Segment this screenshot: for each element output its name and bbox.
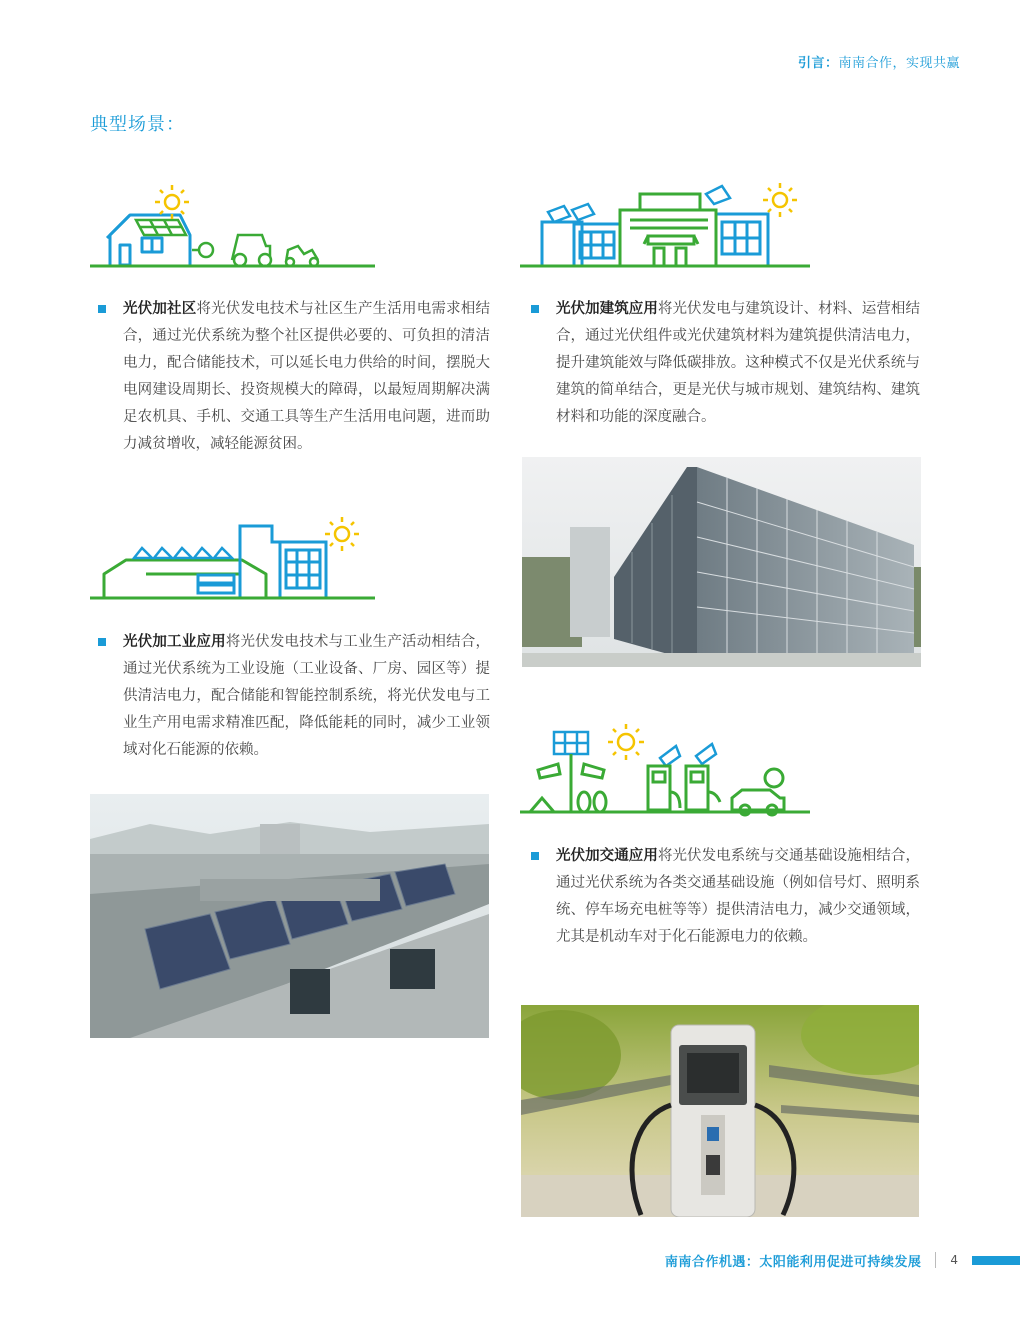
building-text: 将光伏发电与建筑设计、材料、运营相结合，通过光伏组件或光伏建筑材料为建筑提供清洁电力，提升建筑能效与降低碳排放。这种模式不仅是光伏系统与建筑的简单结合，更是光伏与城市规划、建筑结构、建筑材料和功能的深度融合。	[556, 301, 920, 425]
bullet-marker	[98, 638, 106, 646]
community-text: 将光伏发电技术与社区生产生活用电需求相结合，通过光伏系统为整个社区提供必要的、可负担的清洁电力，配合储能技术，可以延长电力供给的时间，摆脱大电网建设周期长、投资规模大的障碍，以最短周期解决满足农机具、手机、交通工具等生产生活用电问题，进而助力减贫增收，减轻能源贫困。	[123, 301, 490, 452]
industry-paragraph	[123, 629, 490, 764]
running-header	[798, 52, 960, 71]
footer-title: 南南合作机遇：太阳能利用促进可持续发展	[664, 1254, 922, 1270]
glass-solar-building-photo	[522, 457, 921, 667]
bullet-marker	[531, 305, 539, 313]
page-number: 4	[950, 1253, 958, 1267]
footer-accent-bar	[972, 1256, 1020, 1265]
transport-text: 将光伏发电系统与交通基础设施相结合，通过光伏系统为各类交通基础设施（例如信号灯、照明系统、停车场充电桩等等）提供清洁电力，减少交通领域，尤其是机动车对于化石能源电力的依赖。	[556, 848, 920, 945]
community-illustration-icon	[90, 180, 380, 272]
factory-rooftop-solar-photo	[90, 794, 489, 1038]
transport-illustration-icon	[520, 722, 815, 818]
bullet-marker	[98, 305, 106, 313]
community-keyword: 光伏加社区	[123, 301, 197, 317]
community-paragraph	[123, 296, 490, 458]
industry-keyword: 光伏加工业应用	[123, 634, 226, 650]
building-paragraph	[556, 296, 920, 431]
footer-divider	[935, 1252, 936, 1268]
transport-paragraph	[556, 843, 920, 951]
building-illustration-icon	[520, 180, 815, 272]
transport-keyword: 光伏加交通应用	[556, 848, 658, 864]
ev-charging-station-photo	[521, 1005, 919, 1217]
page-footer	[665, 1250, 1020, 1270]
building-keyword: 光伏加建筑应用	[556, 301, 658, 317]
industry-text: 将光伏发电技术与工业生产活动相结合，通过光伏系统为工业设施（工业设备、厂房、园区等）提供清洁电力，配合储能和智能控制系统，将光伏发电与工业生产用电需求精准匹配，降低能耗的同时，减少工业领域对化石能源的依赖。	[123, 634, 490, 758]
industry-illustration-icon	[90, 512, 380, 604]
header-text: 南南合作，实现共赢	[838, 56, 960, 71]
bullet-marker	[531, 852, 539, 860]
section-title: 典型场景：	[90, 114, 185, 135]
header-label: 引言：	[797, 56, 839, 71]
